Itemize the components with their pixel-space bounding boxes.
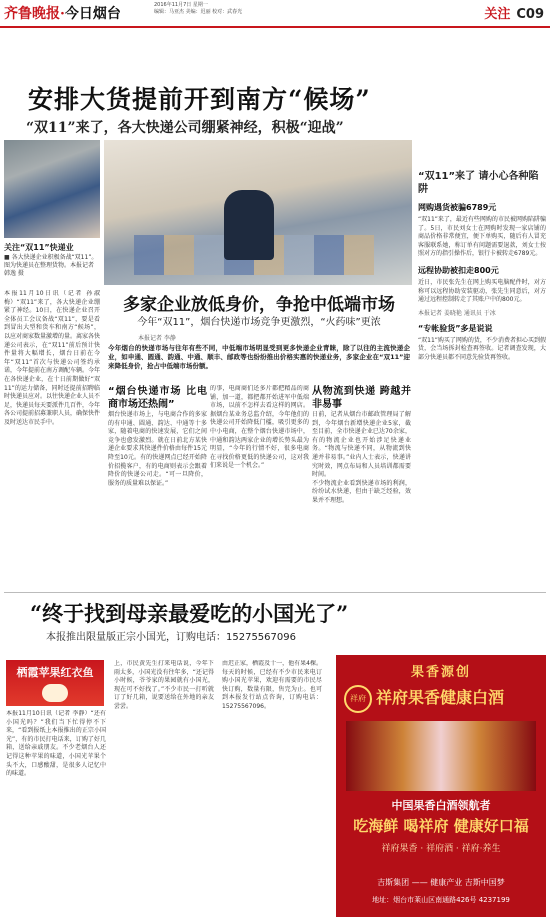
column-body: 的事，电商商们还多片都把精品的商铺，加一道，都把都开始进军中低端市场，以前不怎样去看这样的网店。据烟台某业务总监介绍，今年他们的快递公司开始降低门槛，吸引更多的中小电商，在整个烟台快递市场中，中通和韵达两家企业的增长势头最为明显，“今年的行情不好，很多电商在寻找价格更低的快递公司，这对我们来说是一个机会。” [210,385,309,470]
section-byline: 本报记者 李静 [138,335,176,342]
middle-column-2 [210,385,309,585]
section-tag: 关注 [484,7,511,22]
section-headline: 多家企业放低身价，争抢中低端市场 [123,295,395,315]
left-article-column: 本报11月10日讯（记者 孙淑梅）“双11”来了，各大快递企业绷紧了神经。10日，在快递企业召开全体员工会议备战“双11”，要是看到冒出大型和货车和南方“候场”，以应对商家数量激增的量。离家各快递公司表示，在“双11”前后预计快件量将大幅增长，烟台日前在今年“双11”首次与快递公司签约承诺，今年提前在南方调配车辆。今年在各快递企业，在十日前期做好“双11”的运力储备，同时还提前招聘临时快递员应对。以往快递企业人员不足，快递员每天要派件几百件，今年各公司提前招募兼职人员，确保快件及时送达市民手中。 [4,290,100,426]
main-subheadline: “双11”来了，各大快递公司绷紧神经，积极“迎战” [26,120,344,136]
column-subhead: “烟台快递市场 比电商市场还热闹” [108,386,207,410]
page-tag [484,3,544,22]
dateline [154,2,242,16]
sidebar-headline: “双11”来了 请小心各种陷阱 [418,171,539,195]
middle-column-3 [312,385,411,585]
ad-slogan: 吃海鲜 喝祥府 健康好口福 [353,817,529,835]
sidebar-paragraph: 近日，市民张先生在网上购买电脑配件时，对方称可以远程协助安装驱动，张先生同意后，对方通过远程控制转走了其账户中的800元。 [418,278,546,304]
bottles-image [346,721,536,791]
middle-column-1 [108,385,207,585]
column-body: 不少物流企业看到快递市场的利润，纷纷试水快递，但由于缺乏经验，效果并不理想。 [312,479,411,504]
column-body: 日前，记者从烟台市邮政管理局了解到，今年烟台新增快递企业5家，截至目前，全市快递企业已达70余家，有的物流企业也开始涉足快递业务。“物流与快递不同，从物流到快递并非易事。”业内人士表示，快递讲究时效，网点布局和人员培训都需要时间。 [312,411,411,479]
right-sidebar [418,170,546,363]
ad-address: 地址：烟台市莱山区南通路426号 4237199 [372,896,510,904]
liquor-advertisement [336,655,546,917]
page-number: C09 [516,7,544,22]
section-divider [4,592,546,593]
column-body: 烟台快递市场上，与电商合作的多家的有申通、圆通、韵达、中通等十多家，随着电商的快速发展，它们之间竞争也愈发激烈。就在日前北方某快递企业要求其快递件价格由每件15元降至10元。有的快递网点已经开始降价招揽客户，有的电商则表示会跟着降价的快递公司走。“可一旦降价，服务的质量难以保证。” [108,411,207,487]
section-lead: 今年烟台的快递市场与往年有些不同，中低端市场明显受到更多快递企业青睐，除了以往的主流快递企业，如申通、圆通、韵通、中通、顺丰、邮政等也纷纷推出价格实惠的快递业务，多家企业在“双11”迎来降低身价，抢占中低端市场份额。 [108,344,410,370]
bottom-headline: “终于找到母亲最爱吃的小国光了” [30,601,349,626]
bottom-subheadline: 本报推出限量版正宗小国光，订购电话：15275567096 [46,632,296,643]
sidebar-byline: 本报记者 姜晓艳 通讯员 于冰 [418,309,496,317]
sidebar-paragraph: “双11”购买了网购的货，不少消费者担心买到假货，会当场拆封检查再签收。记者调查发现，大部分快递员都不同意先验货再签收。 [418,336,546,361]
masthead-separator: · [60,6,65,22]
dateline-date: 2016年11月7日 星期一 [154,2,208,8]
apple-promo-banner [6,660,104,706]
apple-icon [42,684,68,702]
column-subhead: 从物流到快递 跨越并非易事 [312,386,411,410]
left-photo-caption: ■ 各大快递企业积极备战“双11”。图为快递员在整理货物。本报记者 韩逸 摄 [4,254,98,277]
bottom-column-3: 由迟正家，栖霞及十一，他有果4棵。每天的时候，已经有不少市民来电订购小国光苹果，欢迎有需要的市民尽快订购，数量有限，售完为止。也可到本报发行站点咨询，订购电话：15275567096。 [222,660,322,710]
apple-promo-title: 栖霞苹果红衣鱼 [16,666,94,679]
left-photo [4,140,100,238]
bottom-column-2: 上，市民黄先生打来电话说，今年下雨太多，小国光没有往年多，“还记得小时候，爷爷家的果园就有小国光，现在可不好找了。”不少市民一打听就订了好几箱，说要送给在外地的亲友尝尝。 [114,660,214,710]
sidebar-subhead: “专帐验货”多是说说 [418,323,493,333]
ad-brand-title: 祥府果香健康白酒 [376,688,505,707]
sidebar-subhead: 网购遇货被骗6789元 [418,203,497,212]
main-photo [104,140,412,285]
brand-logo-icon: 祥府 [344,685,372,713]
masthead [4,3,121,23]
dateline-editors: 编辑：马亚杰 美编：迟丽 校对：武春光 [154,9,243,15]
ad-product-line: 祥府果香 · 祥府酒 · 祥府·养生 [381,844,501,854]
bottom-column-1: 本报11月10日讯（记者 李静）“还有小国光吗？”我们当下忙得停不下来，“看到报纸上本报推出的正宗小国光”，有的市民打电话来，订购了好几箱，送给亲戚朋友。不少老烟台人还记得这种苹果的味道，小国光苹果个头不大，口感酸甜，是很多人记忆中的味道。 [6,710,106,778]
ad-company: 吉斯集团 —— 健康产业 吉斯中国梦 [377,878,505,887]
ad-tagline: 中国果香白酒领航者 [391,799,491,812]
section-subheadline: 今年“双11”，烟台快递市场竞争更激烈，“火药味”更浓 [137,317,381,328]
sidebar-subhead: 远程协助被扣走800元 [418,265,499,275]
sidebar-paragraph: “双11”来了，最近有些网购的市民被网购陷阱骗了。5日，市民刘女士在网购时发现一家店铺的商品价格非常便宜，便下单购买，随后有人冒充客服联系她，称订单有问题需要退款，刘女士按照对方的指引操作后，银行卡被转走6789元。 [418,216,546,258]
masthead-title: 齐鲁晚报 [4,6,60,22]
page-header [0,0,550,28]
section-name: 今日烟台 [64,6,121,22]
ad-slogan-top: 果香源创 [410,665,471,680]
main-headline: 安排大货提前开到南方“候场” [28,85,371,114]
courier-figure [224,190,274,260]
left-photo-caption-title: 关注“双11”快递业 [4,243,74,252]
